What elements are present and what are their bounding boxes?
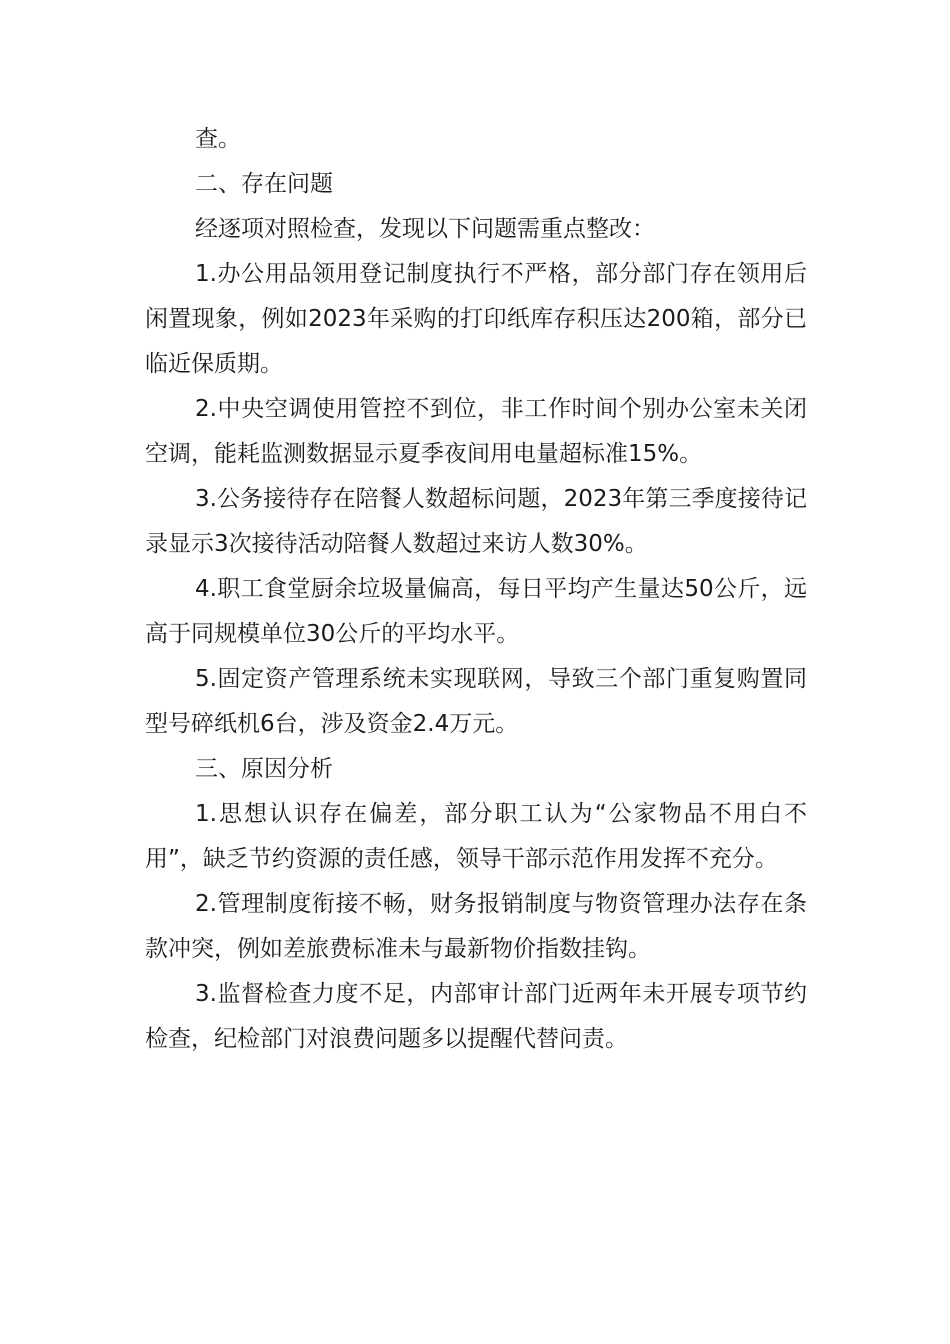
cause-item-2: 2.管理制度衔接不畅，财务报销制度与物资管理办法存在条款冲突，例如差旅费标准未与最新物价指数挂钩。 (145, 891, 807, 962)
cause-item-3: 3.监督检查力度不足，内部审计部门近两年未开展专项节约检查，纪检部门对浪费问题多以提醒代替问责。 (145, 981, 807, 1052)
document-body (145, 117, 807, 1062)
problem-item-2: 2.中央空调使用管控不到位，非工作时间个别办公室未关闭空调，能耗监测数据显示夏季夜间用电量超标准15%。 (145, 396, 807, 467)
problem-item-4: 4.职工食堂厨余垃圾量偏高，每日平均产生量达50公斤，远高于同规模单位30公斤的平均水平。 (145, 576, 807, 647)
cause-item-1: 1.思想认识存在偏差，部分职工认为“公家物品不用白不用”，缺乏节约资源的责任感，领导干部示范作用发挥不充分。 (145, 801, 807, 872)
section-heading-causes: 三、原因分析 (195, 756, 333, 782)
problem-item-3: 3.公务接待存在陪餐人数超标问题，2023年第三季度接待记录显示3次接待活动陪餐人数超过来访人数30%。 (145, 486, 807, 557)
section-intro: 经逐项对照检查，发现以下问题需重点整改： (195, 216, 655, 242)
problem-item-5: 5.固定资产管理系统未实现联网，导致三个部门重复购置同型号碎纸机6台，涉及资金2.4万元。 (145, 666, 807, 737)
problem-item-1: 1.办公用品领用登记制度执行不严格，部分部门存在领用后闲置现象，例如2023年采购的打印纸库存积压达200箱，部分已临近保质期。 (145, 261, 807, 377)
continuation-text: 查。 (195, 126, 241, 152)
section-heading-problems: 二、存在问题 (195, 171, 333, 197)
